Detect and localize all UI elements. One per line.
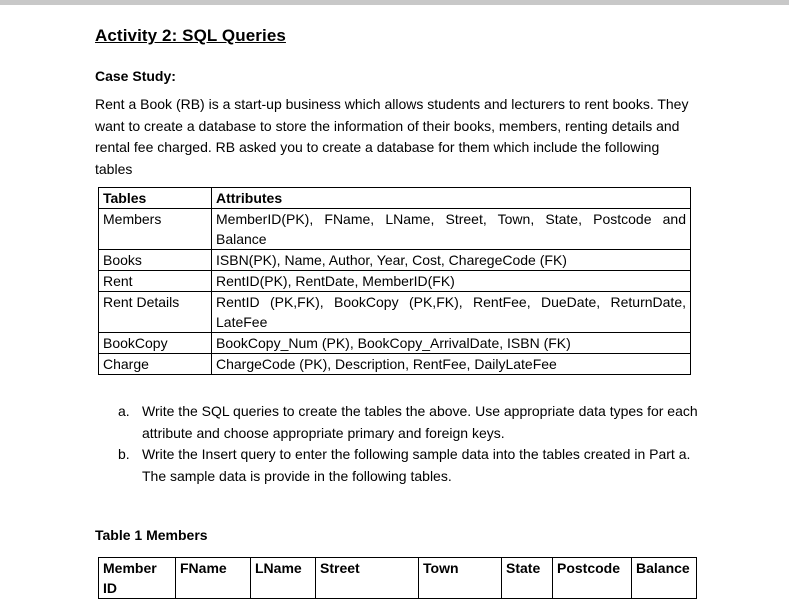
list-item — [118, 444, 700, 487]
question-list — [118, 401, 700, 487]
intro-paragraph: Rent a Book (RB) is a start-up business which allows students and lecturers to rent books. They want to create a database to store the information of their books, members, renting details and rental fee charged. RB asked you to create a database for them which include the following tables — [95, 96, 689, 177]
table-attributes: RentID(PK), RentDate, MemberID(FK) — [212, 271, 691, 292]
col-state: State — [502, 558, 553, 599]
col-member-id: Member ID — [99, 558, 176, 599]
col-balance: Balance — [632, 558, 697, 599]
table-header-row — [99, 188, 691, 209]
table-row — [99, 333, 691, 354]
col-street: Street — [316, 558, 419, 599]
table-attributes: MemberID(PK), FName, LName, Street, Town, State, Postcode and Balance — [212, 209, 691, 250]
question-text: Write the Insert query to enter the following sample data into the tables created in Part a. The sample data is provide in the following tables. — [142, 446, 691, 484]
table-attributes: RentID (PK,FK), BookCopy (PK,FK), RentFee, DueDate, ReturnDate, LateFee — [212, 292, 691, 333]
table-attributes: ISBN(PK), Name, Author, Year, Cost, CharegeCode (FK) — [212, 250, 691, 271]
header-attributes: Attributes — [212, 188, 691, 209]
table-row — [99, 209, 691, 250]
col-lname: LName — [251, 558, 316, 599]
case-study-label: Case Study: — [95, 68, 176, 84]
col-fname: FName — [176, 558, 251, 599]
table-name: BookCopy — [99, 333, 212, 354]
tables-attributes-table — [98, 187, 691, 375]
document-page — [0, 5, 789, 596]
table-name: Charge — [99, 354, 212, 375]
table-attributes: BookCopy_Num (PK), BookCopy_ArrivalDate, ISBN (FK) — [212, 333, 691, 354]
question-label: a. — [118, 403, 130, 419]
table-name: Members — [99, 209, 212, 250]
list-item — [118, 401, 700, 444]
page-title: Activity 2: SQL Queries — [95, 26, 286, 45]
table-attributes: ChargeCode (PK), Description, RentFee, DailyLateFee — [212, 354, 691, 375]
table-row — [99, 250, 691, 271]
table-row — [99, 292, 691, 333]
table-name: Rent Details — [99, 292, 212, 333]
col-postcode: Postcode — [553, 558, 632, 599]
members-table — [98, 557, 697, 599]
table-name: Books — [99, 250, 212, 271]
table-row — [99, 271, 691, 292]
question-text: Write the SQL queries to create the tables the above. Use appropriate data types for each attribute and choose appropriate primary and foreign keys. — [142, 403, 698, 441]
table-row — [99, 354, 691, 375]
col-town: Town — [419, 558, 502, 599]
table-header-row — [99, 558, 697, 599]
question-label: b. — [118, 446, 130, 462]
table1-title: Table 1 Members — [95, 527, 208, 543]
table-name: Rent — [99, 271, 212, 292]
header-tables: Tables — [99, 188, 212, 209]
